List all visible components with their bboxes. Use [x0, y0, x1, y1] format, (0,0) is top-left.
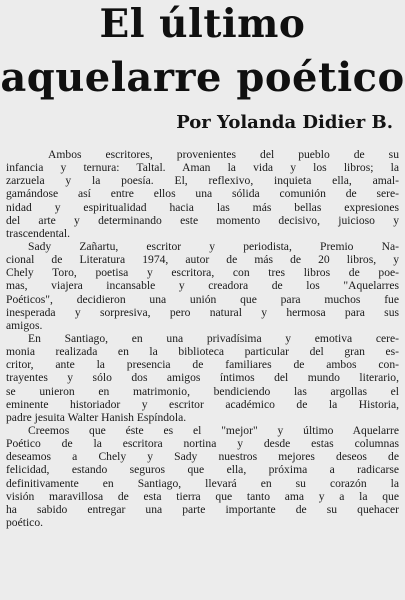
text-line: ha sabido entregar una parte importante de su quehacer [6, 502, 399, 516]
paragraph-4 [6, 424, 399, 529]
text-line: mas, viajera incansable y creadora de los "Aquelarres [6, 279, 399, 293]
text-line: zarzuela y la poesía. El, reflexivo, inquieta ella, amal- [6, 174, 399, 188]
text-line: Creemos que éste es el "mejor" y último Aquelarre [28, 423, 399, 437]
text-line: critor, ante la presencia de familiares de ambos con- [6, 358, 399, 372]
text-line: eminente historiador y escritor académico de la Historia, [6, 397, 399, 411]
text-line: padre jesuita Walter Hanish Espíndola. [6, 410, 187, 424]
text-line: felicidad, estando seguros que ella, próxima a radicarse [6, 463, 399, 477]
headline-line-2: aquelarre poético [0, 54, 405, 101]
byline: Por Yolanda Didier B. [176, 112, 393, 133]
text-line: poético. [6, 515, 44, 529]
text-line: Chely Toro, poetisa y escritora, con tres libros de poe- [6, 266, 399, 280]
text-line: visión maravillosa de esta tierra que tanto ama y a la que [6, 489, 399, 503]
text-line: Poéticos", decidieron una unión que para muchos fue [6, 292, 399, 306]
paragraph-2 [6, 240, 399, 332]
text-line: cional de Literatura 1974, autor de más de 20 libros, y [6, 253, 399, 267]
paragraph-3 [6, 332, 399, 424]
text-line: monia realizada en la biblioteca particular del gran es- [6, 345, 399, 359]
paragraph-1 [6, 148, 399, 240]
text-line: Ambos escritores, provenientes del pueblo de su [48, 148, 399, 161]
text-line: se unieron en matrimonio, bendiciendo las argollas el [6, 384, 399, 398]
text-line: trascendental. [6, 226, 71, 240]
text-line: definitivamente en Santiago, llevará en su corazón la [6, 476, 399, 490]
article-body [6, 148, 399, 529]
text-line: inesperada y sorpresiva, pero natural y hermosa para sus [6, 305, 399, 319]
text-line: amigos. [6, 318, 43, 332]
text-line: Poético de la escritora nortina y desde estas columnas [6, 437, 399, 451]
text-line: nidad y espiritualidad hacia las más bellas expresiones [6, 200, 399, 214]
text-line: deseamos a Chely y Sady nuestros mejores deseos de [6, 450, 399, 464]
text-line: trayentes y sólo dos amigos íntimos del mundo literario, [6, 371, 399, 385]
text-line: gamándose así entre ellos una sólida comunión de sere- [6, 187, 399, 201]
text-line: infancia y ternura: Taltal. Aman la vida y los libros; la [6, 161, 399, 175]
text-line: del arte y determinando este momento decisivo, juicioso y [6, 213, 399, 227]
text-line: Sady Zañartu, escritor y periodista, Premio Na- [28, 239, 399, 253]
text-line: En Santiago, en una privadísima y emotiva cere- [28, 331, 399, 345]
headline-line-1: El último [99, 1, 306, 47]
